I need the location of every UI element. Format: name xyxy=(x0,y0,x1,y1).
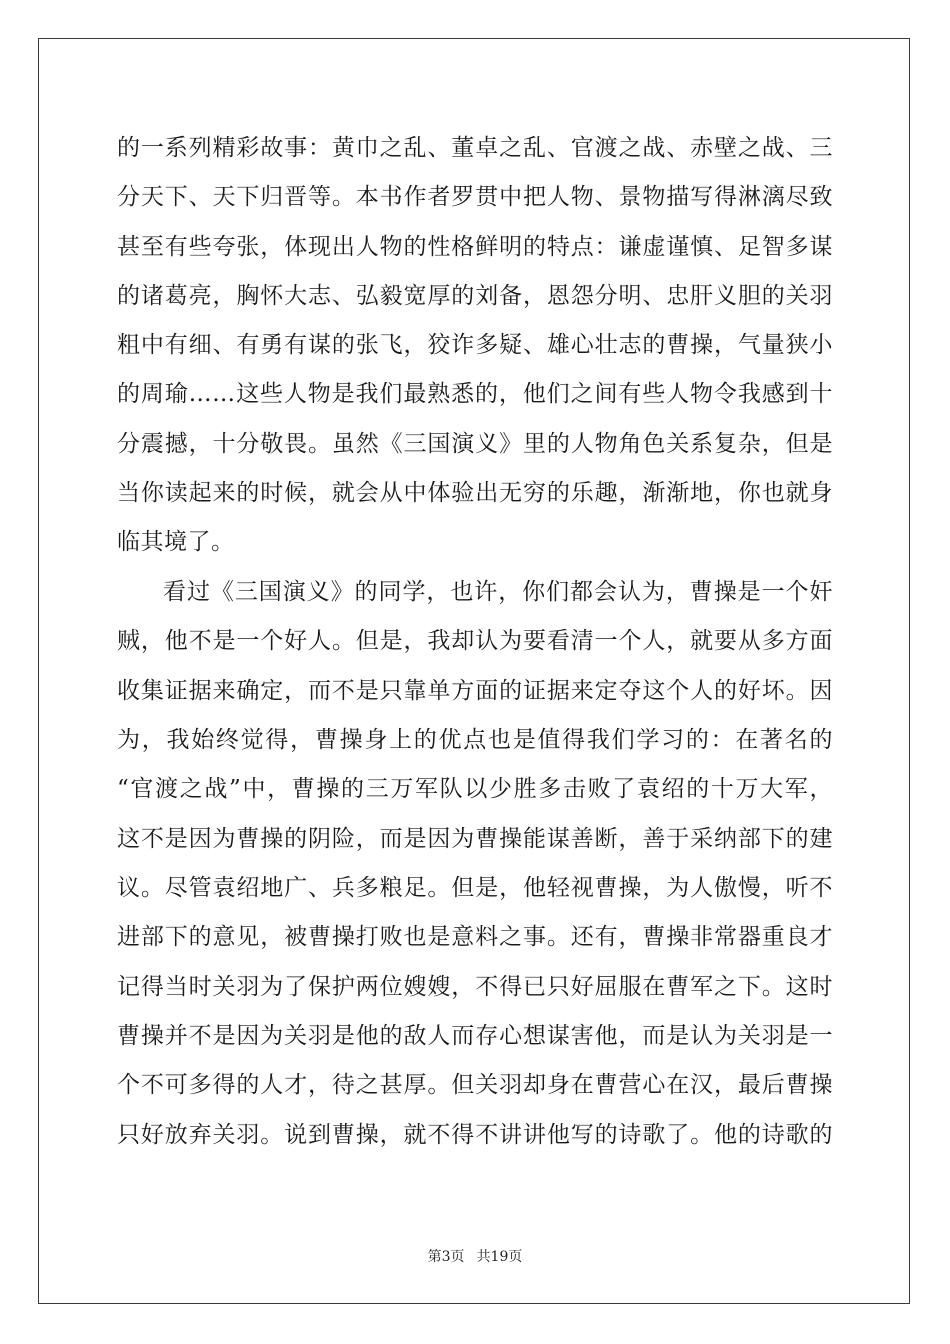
text-line: 甚至有些夸张，体现出人物的性格鲜明的特点：谦虚谨慎、足智多谋 xyxy=(117,234,833,260)
text-line: 贼，他不是一个好人。但是，我却认为要看清一个人，就要从多方面 xyxy=(117,628,833,654)
text-line: 看过《三国演义》的同学，也许，你们都会认为，曹操是一个奸 xyxy=(163,579,833,605)
page-number: 第3页 xyxy=(427,1249,465,1265)
text-line: 分天下、天下归晋等。本书作者罗贯中把人物、景物描写得淋漓尽致 xyxy=(117,184,833,210)
text-line: 的周瑜……这些人物是我们最熟悉的，他们之间有些人物令我感到十 xyxy=(117,381,833,407)
page-total: 共19页 xyxy=(476,1249,523,1265)
text-line: 只好放弃关羽。说到曹操，就不得不讲讲他写的诗歌了。他的诗歌的 xyxy=(117,1122,833,1148)
text-line: 记得当时关羽为了保护两位嫂嫂，不得已只好屈服在曹军之下。这时 xyxy=(117,974,833,1000)
text-line: 当你读起来的时候，就会从中体验出无穷的乐趣，渐渐地，你也就身 xyxy=(117,480,833,506)
text-line: 分震撼，十分敬畏。虽然《三国演义》里的人物角色关系复杂，但是 xyxy=(117,431,833,457)
text-line: 临其境了。 xyxy=(117,529,235,555)
text-line: 个不可多得的人才，待之甚厚。但关羽却身在曹营心在汉，最后曹操 xyxy=(117,1072,833,1098)
text-line: 收集证据来确定，而不是只靠单方面的证据来定夺这个人的好坏。因 xyxy=(117,678,833,704)
text-line: 进部下的意见，被曹操打败也是意料之事。还有，曹操非常器重良才 xyxy=(117,924,833,950)
text-line: 的诸葛亮，胸怀大志、弘毅宽厚的刘备，恩怨分明、忠肝义胆的关羽 xyxy=(117,283,833,309)
text-line: “官渡之战”中，曹操的三万军队以少胜多击败了袁绍的十万大军， xyxy=(117,776,833,802)
text-line: 曹操并不是因为关羽是他的敌人而存心想谋害他，而是认为关羽是一 xyxy=(117,1023,833,1049)
text-line: 的一系列精彩故事：黄巾之乱、董卓之乱、官渡之战、赤壁之战、三 xyxy=(117,135,833,161)
page-footer xyxy=(0,1248,950,1266)
text-line: 这不是因为曹操的阴险，而是因为曹操能谋善断，善于采纳部下的建 xyxy=(117,826,833,852)
text-line: 粗中有细、有勇有谋的张飞，狡诈多疑、雄心壮志的曹操，气量狭小 xyxy=(117,332,833,358)
text-line: 为，我始终觉得，曹操身上的优点也是值得我们学习的：在著名的 xyxy=(117,727,833,753)
text-line: 议。尽管袁绍地广、兵多粮足。但是，他轻视曹操，为人傲慢，听不 xyxy=(117,875,833,901)
